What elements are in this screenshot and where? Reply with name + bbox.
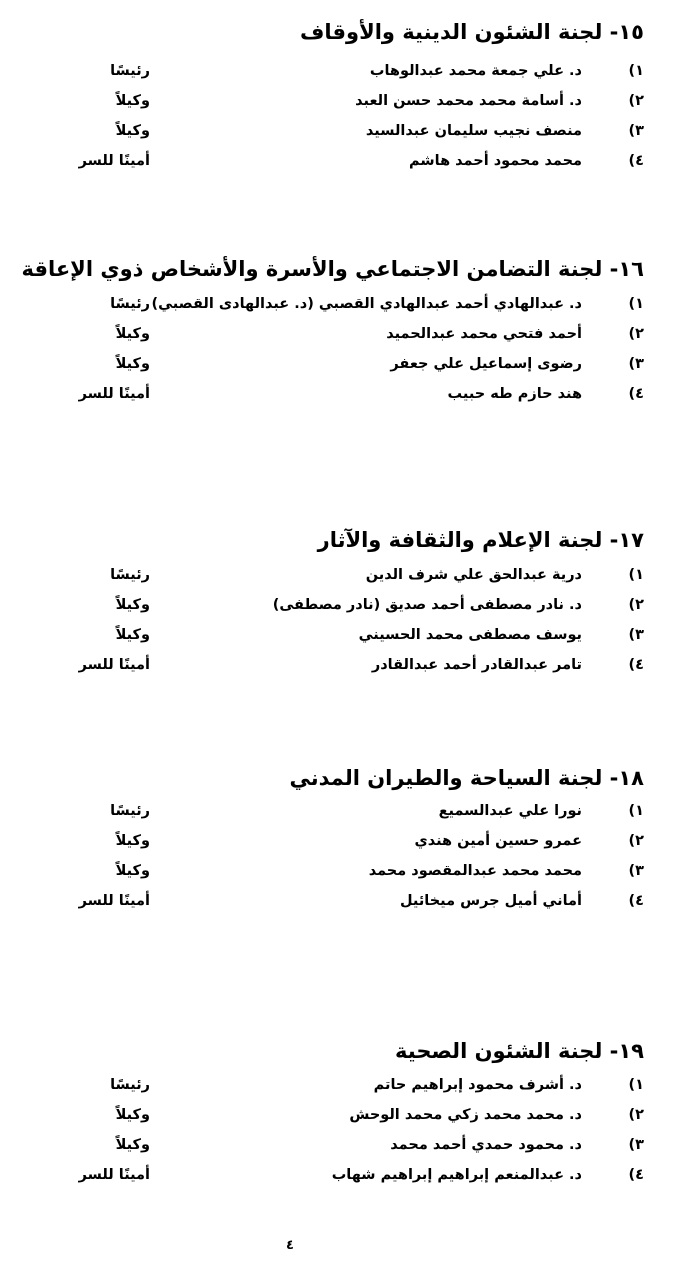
member-number: ٢): [628, 597, 644, 613]
member-row: [0, 650, 700, 680]
member-role: وكيلاً: [115, 863, 150, 879]
member-row: [0, 379, 700, 409]
member-number: ٣): [628, 1137, 644, 1153]
member-role: رئيسًا: [110, 296, 150, 312]
member-name: د. أسامة محمد محمد حسن العبد: [355, 93, 582, 109]
committee-title: ١٧- لجنة الإعلام والثقافة والآثار: [317, 528, 644, 552]
member-role: رئيسًا: [110, 803, 150, 819]
member-name: نورا علي عبدالسميع: [438, 803, 582, 819]
member-role: وكيلاً: [115, 597, 150, 613]
member-number: ١): [628, 1077, 644, 1093]
member-role: رئيسًا: [110, 1077, 150, 1093]
member-name: تامر عبدالقادر أحمد عبدالقادر: [371, 657, 582, 673]
member-number: ٢): [628, 326, 644, 342]
member-role: وكيلاً: [115, 93, 150, 109]
member-name: د. محمود حمدي أحمد محمد: [390, 1137, 582, 1153]
member-role: وكيلاً: [115, 627, 150, 643]
member-number: ٤): [628, 1167, 644, 1183]
member-row: [0, 86, 700, 116]
member-number: ٤): [628, 657, 644, 673]
member-row: [0, 1070, 700, 1100]
member-name: د. محمد محمد زكي محمد الوحش: [349, 1107, 582, 1123]
member-role: وكيلاً: [115, 1107, 150, 1123]
member-role: أمينًا للسر: [78, 893, 150, 909]
member-role: أمينًا للسر: [78, 386, 150, 402]
member-row: [0, 560, 700, 590]
member-number: ٣): [628, 627, 644, 643]
member-name: يوسف مصطفى محمد الحسيني: [358, 627, 582, 643]
member-name: منصف نجيب سليمان عبدالسيد: [365, 123, 582, 139]
member-name: رضوى إسماعيل علي جعفر: [390, 356, 582, 372]
member-role: وكيلاً: [115, 833, 150, 849]
committee-title: ١٦- لجنة التضامن الاجتماعي والأسرة والأشخاص ذوي الإعاقة: [21, 257, 644, 281]
member-number: ٣): [628, 863, 644, 879]
member-name: د. نادر مصطفى أحمد صديق (نادر مصطفى): [272, 597, 582, 613]
member-number: ٣): [628, 123, 644, 139]
member-number: ١): [628, 63, 644, 79]
member-row: [0, 826, 700, 856]
member-number: ١): [628, 567, 644, 583]
member-row: [0, 856, 700, 886]
member-row: [0, 620, 700, 650]
committee-title: ١٥- لجنة الشئون الدينية والأوقاف: [300, 20, 644, 44]
member-role: أمينًا للسر: [78, 1167, 150, 1183]
member-number: ٢): [628, 833, 644, 849]
member-row: [0, 1100, 700, 1130]
member-row: [0, 319, 700, 349]
member-name: محمد محمود أحمد هاشم: [409, 153, 582, 169]
member-number: ١): [628, 803, 644, 819]
member-row: [0, 349, 700, 379]
member-number: ٢): [628, 1107, 644, 1123]
committee-title: ١٨- لجنة السياحة والطيران المدني: [289, 766, 644, 790]
member-row: [0, 1130, 700, 1160]
member-number: ٢): [628, 93, 644, 109]
member-name: د. عبدالمنعم إبراهيم إبراهيم شهاب: [331, 1167, 582, 1183]
member-row: [0, 590, 700, 620]
member-row: [0, 1160, 700, 1190]
member-name: أحمد فتحي محمد عبدالحميد: [386, 326, 582, 342]
member-number: ٤): [628, 893, 644, 909]
page-number: ٤: [286, 1238, 294, 1253]
member-row: [0, 289, 700, 319]
member-name: د. أشرف محمود إبراهيم حاتم: [373, 1077, 582, 1093]
member-name: درية عبدالحق علي شرف الدين: [365, 567, 582, 583]
member-row: [0, 116, 700, 146]
member-role: رئيسًا: [110, 63, 150, 79]
member-role: رئيسًا: [110, 567, 150, 583]
member-role: وكيلاً: [115, 326, 150, 342]
member-role: وكيلاً: [115, 356, 150, 372]
member-row: [0, 886, 700, 916]
member-role: أمينًا للسر: [78, 657, 150, 673]
member-name: هند حازم طه حبيب: [447, 386, 582, 402]
member-row: [0, 796, 700, 826]
committee-title: ١٩- لجنة الشئون الصحية: [395, 1039, 644, 1063]
member-number: ٣): [628, 356, 644, 372]
member-row: [0, 56, 700, 86]
member-number: ٤): [628, 153, 644, 169]
member-name: عمرو حسين أمين هندي: [414, 833, 582, 849]
member-role: أمينًا للسر: [78, 153, 150, 169]
member-name: د. علي جمعة محمد عبدالوهاب: [369, 63, 582, 79]
member-role: وكيلاً: [115, 123, 150, 139]
member-number: ١): [628, 296, 644, 312]
member-row: [0, 146, 700, 176]
member-role: وكيلاً: [115, 1137, 150, 1153]
member-name: أماني أميل جرس ميخائيل: [399, 893, 582, 909]
member-name: د. عبدالهادي أحمد عبدالهادي القصبي (د. عبدالهادى القصبي): [151, 296, 582, 312]
member-number: ٤): [628, 386, 644, 402]
member-name: محمد محمد عبدالمقصود محمد: [368, 863, 582, 879]
